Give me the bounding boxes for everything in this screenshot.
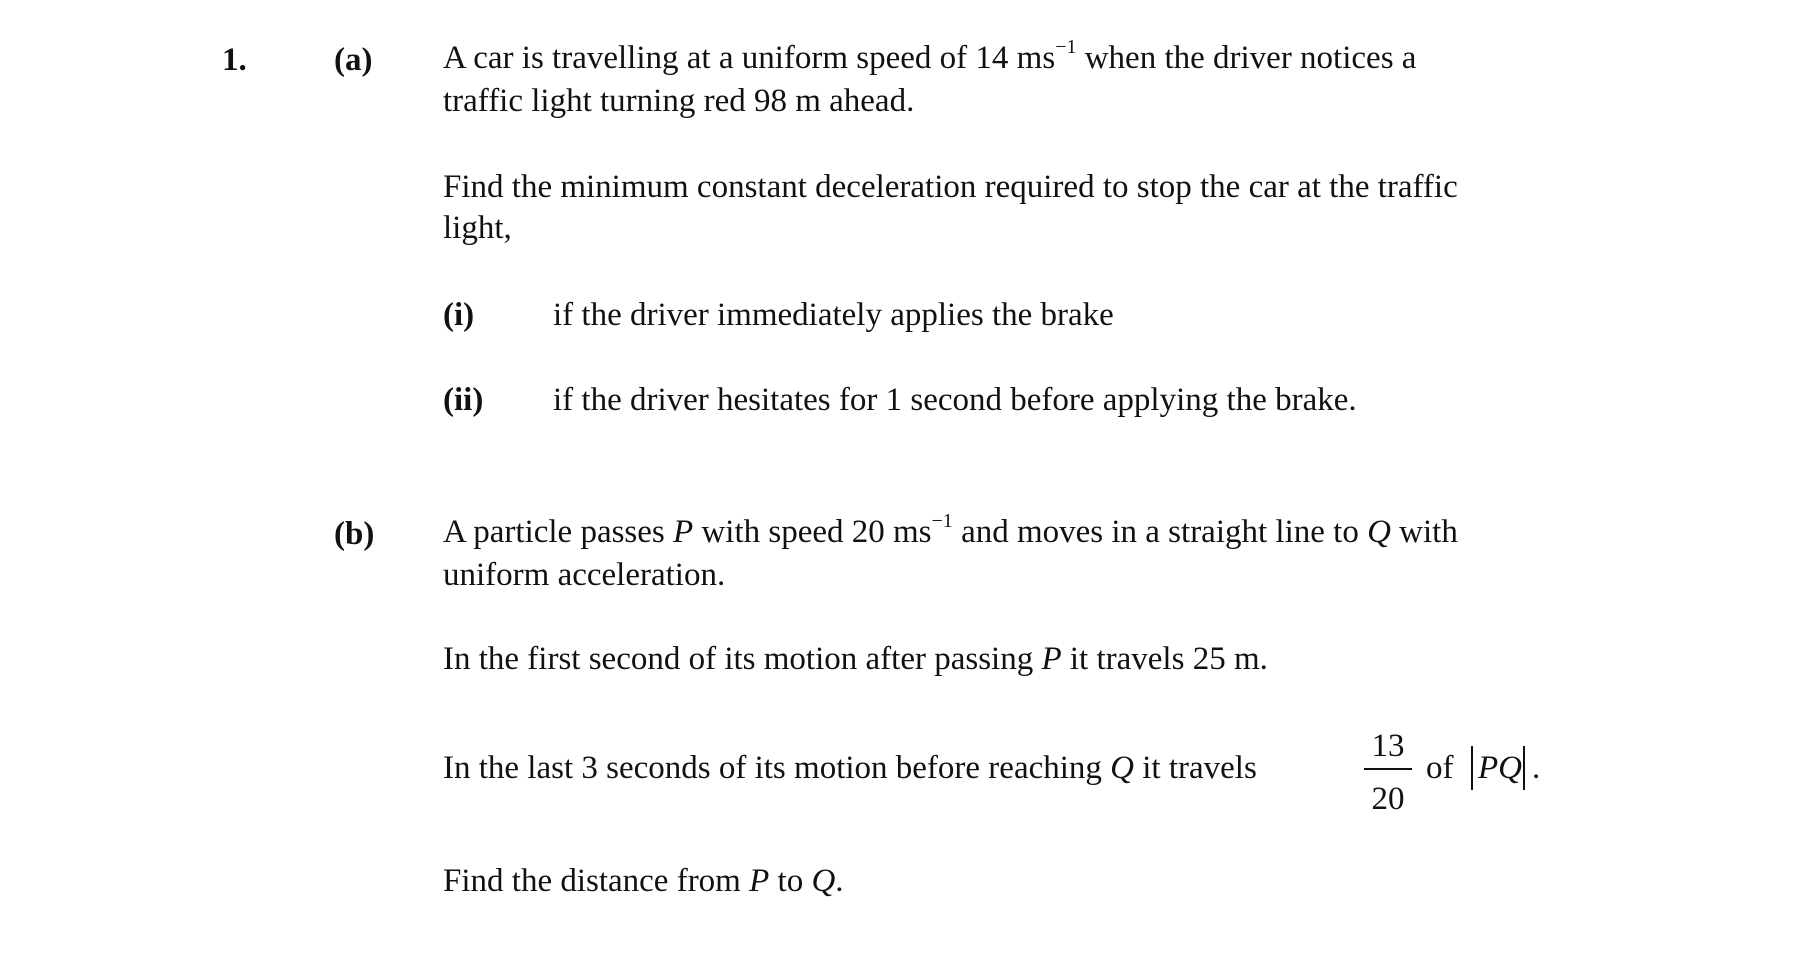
part-b-line1 <box>443 510 1458 550</box>
part-b-line1-c: and moves in a straight line to <box>952 514 1368 550</box>
period: . <box>1532 750 1541 786</box>
sub-ii-text: if the driver hesitates for 1 second before applying the brake. <box>553 382 1357 418</box>
sub-ii-label: (ii) <box>443 382 484 418</box>
part-b-last-seconds <box>443 752 1257 785</box>
part-b-first-second <box>443 643 1268 676</box>
part-a-label: (a) <box>334 42 373 78</box>
unit-exponent: −1 <box>1055 36 1077 58</box>
part-a-instruction-line2: light, <box>443 210 512 246</box>
point-q: Q <box>1110 750 1134 786</box>
first-second-b: it travels 25 m. <box>1061 641 1268 677</box>
find-c: . <box>835 863 844 899</box>
part-a-line2: traffic light turning red 98 m ahead. <box>443 83 915 119</box>
last-seconds-b: it travels <box>1134 750 1257 786</box>
find-a: Find the distance from <box>443 863 750 899</box>
fraction-numerator: 13 <box>1371 728 1405 764</box>
fraction-bar <box>1364 768 1412 770</box>
part-b-line1-d: with <box>1390 514 1458 550</box>
abs-bar-left <box>1471 746 1473 790</box>
sub-i-text: if the driver immediately applies the brake <box>553 297 1114 333</box>
first-second-a: In the first second of its motion after passing <box>443 641 1042 677</box>
point-q: Q <box>1367 514 1391 550</box>
part-b-line1-b: with speed 20 ms <box>693 514 932 550</box>
part-b-label: (b) <box>334 516 375 552</box>
point-p: P <box>673 514 694 550</box>
part-b-line1-a: A particle passes <box>443 514 674 550</box>
part-a-instruction-line1: Find the minimum constant deceleration required to stop the car at the traffic <box>443 169 1458 205</box>
point-p: P <box>749 863 770 899</box>
point-q: Q <box>811 863 836 899</box>
segment-pq-text: PQ <box>1478 750 1522 786</box>
question-number: 1. <box>222 42 247 78</box>
find-b: to <box>769 863 812 899</box>
part-b-line2: uniform acceleration. <box>443 557 726 593</box>
point-p: P <box>1041 641 1062 677</box>
part-b-find-distance <box>443 865 844 898</box>
sub-i-label: (i) <box>443 297 475 333</box>
unit-exponent: −1 <box>931 510 953 532</box>
of-text: of <box>1426 750 1454 786</box>
part-a-line1 <box>443 36 1417 76</box>
part-a-line1-pre: A car is travelling at a uniform speed of 14 ms <box>443 40 1056 76</box>
part-a-line1-post: when the driver notices a <box>1076 40 1417 76</box>
segment-pq <box>1478 752 1522 785</box>
fraction-denominator: 20 <box>1371 781 1405 817</box>
abs-bar-right <box>1523 746 1525 790</box>
last-seconds-a: In the last 3 seconds of its motion before reaching <box>443 750 1111 786</box>
